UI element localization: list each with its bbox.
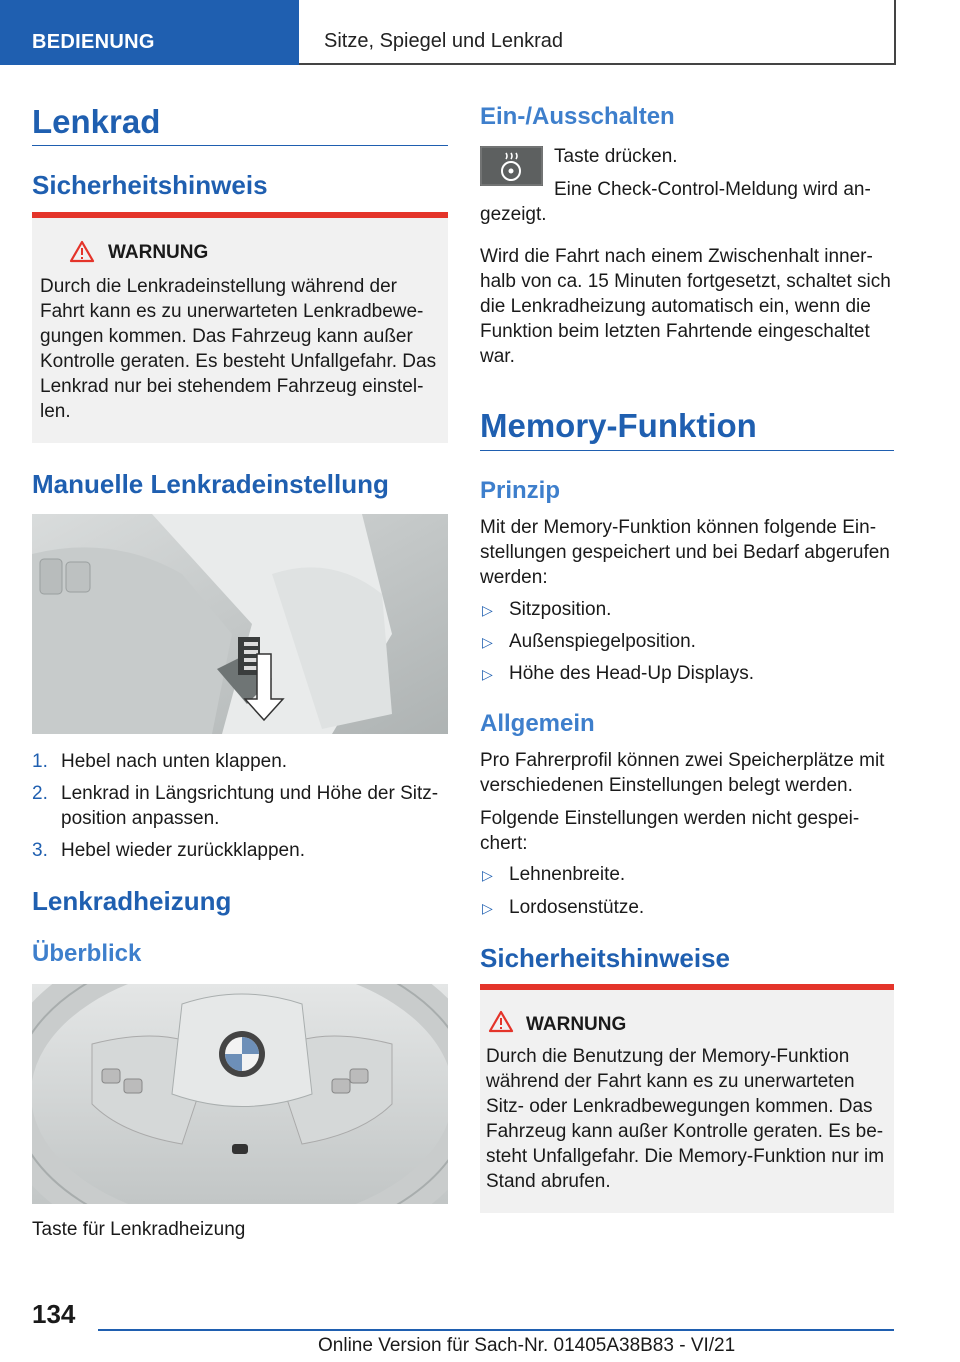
warning-bar — [32, 212, 448, 218]
warning-text: Durch die Lenkradeinstellung während der Fahrt kann es zu unerwarteten Lenkradbewe-gungen kommen. Das Fahrzeug kann außer Kontrolle geraten. Es besteht Unfallgefahr. Das Lenkrad nur bei stehendem Fahrzeug einstel-len. — [40, 276, 437, 422]
list-item-text: Lehnenbreite. — [509, 864, 626, 885]
header-chapter-box — [311, 0, 896, 65]
warning-triangle-icon — [69, 240, 95, 263]
heating-heading: Lenkradheizung — [32, 886, 232, 916]
warning-title: WARNUNG — [108, 242, 209, 263]
list-item-text: Außenspiegelposition. — [509, 631, 696, 652]
overview-heading: Überblick — [32, 940, 142, 967]
memory-title: Memory-Funktion — [480, 407, 757, 444]
page-title: Lenkrad — [32, 103, 161, 140]
step-text: Lenkrad in Längsrichtung und Höhe der Sitz-position anpassen. — [61, 783, 439, 829]
footer-version-text: Online Version für Sach-Nr. 01405A38B83 - VI/21 — [318, 1335, 736, 1356]
onoff-heading: Ein-/Ausschalten — [480, 103, 675, 130]
step-number: 2. — [32, 783, 48, 804]
header-section-label: BEDIENUNG — [32, 31, 155, 53]
general-text-1: Pro Fahrerprofil können zwei Speicherplätze mit verschiedenen Einstellungen belegt werden. — [480, 750, 885, 796]
warning-text: Durch die Benutzung der Memory-Funktion während der Fahrt kann es zu unerwarteten Sitz- oder Lenkradbewegungen kommen. Das Fahrzeug kann außer Kontrolle geraten. Es be-steht Unfallgefahr. Die Memory-Funktion nur im Stand abrufen. — [486, 1046, 885, 1192]
warning-title: WARNUNG — [526, 1014, 627, 1035]
warning-triangle-icon — [488, 1010, 514, 1033]
general-text-2: Folgende Einstellungen werden nicht gespei-chert: — [480, 808, 860, 854]
step-number: 1. — [32, 751, 48, 772]
warning-box-steering — [32, 212, 448, 443]
step-text: Hebel wieder zurückklappen. — [61, 840, 305, 861]
header-chapter-label: Sitze, Spiegel und Lenkrad — [324, 30, 564, 52]
steering-wheel-illustration — [32, 984, 448, 1204]
bullet-triangle-icon: ▷ — [482, 666, 493, 682]
footer-rule — [98, 1329, 894, 1331]
general-heading: Allgemein — [480, 710, 595, 737]
bullet-triangle-icon: ▷ — [482, 867, 493, 883]
header-section-tab — [0, 0, 299, 65]
bullet-triangle-icon: ▷ — [482, 602, 493, 618]
step-text: Hebel nach unten klappen. — [61, 751, 288, 772]
manual-adjust-heading: Manuelle Lenkradeinstellung — [32, 469, 389, 499]
title-rule — [32, 145, 448, 146]
press-instruction: Taste drücken. — [554, 146, 678, 167]
check-control-message: Eine Check-Control-Meldung wird an-gezeigt. — [480, 179, 871, 225]
principle-heading: Prinzip — [480, 477, 561, 504]
list-item-text: Lordosenstütze. — [509, 897, 645, 918]
memory-safety-heading: Sicherheitshinweise — [480, 943, 730, 973]
auto-activation-text: Wird die Fahrt nach einem Zwischenhalt inner-halb von ca. 15 Minuten fortgesetzt, schaltet sich die Lenkradheizung automatisch ein, wenn die Funktion beim letzten Fahrtende eingeschaltet war. — [480, 246, 891, 367]
bullet-triangle-icon: ▷ — [482, 634, 493, 650]
header-divider — [299, 63, 311, 65]
bullet-triangle-icon: ▷ — [482, 900, 493, 916]
step-number: 3. — [32, 840, 48, 861]
page-number: 134 — [32, 1299, 76, 1329]
steering-lever-illustration — [32, 514, 448, 734]
list-item-text: Sitzposition. — [509, 599, 612, 620]
warning-box-memory — [480, 984, 894, 1213]
image-caption: Taste für Lenkradheizung — [32, 1219, 246, 1240]
principle-text: Mit der Memory-Funktion können folgende Ein-stellungen gespeichert und bei Bedarf abgerufen werden: — [480, 517, 890, 588]
memory-title-rule — [480, 450, 894, 451]
safety-heading: Sicherheitshinweis — [32, 170, 268, 200]
warning-bar — [480, 984, 894, 990]
list-item-text: Höhe des Head-Up Displays. — [509, 663, 755, 684]
